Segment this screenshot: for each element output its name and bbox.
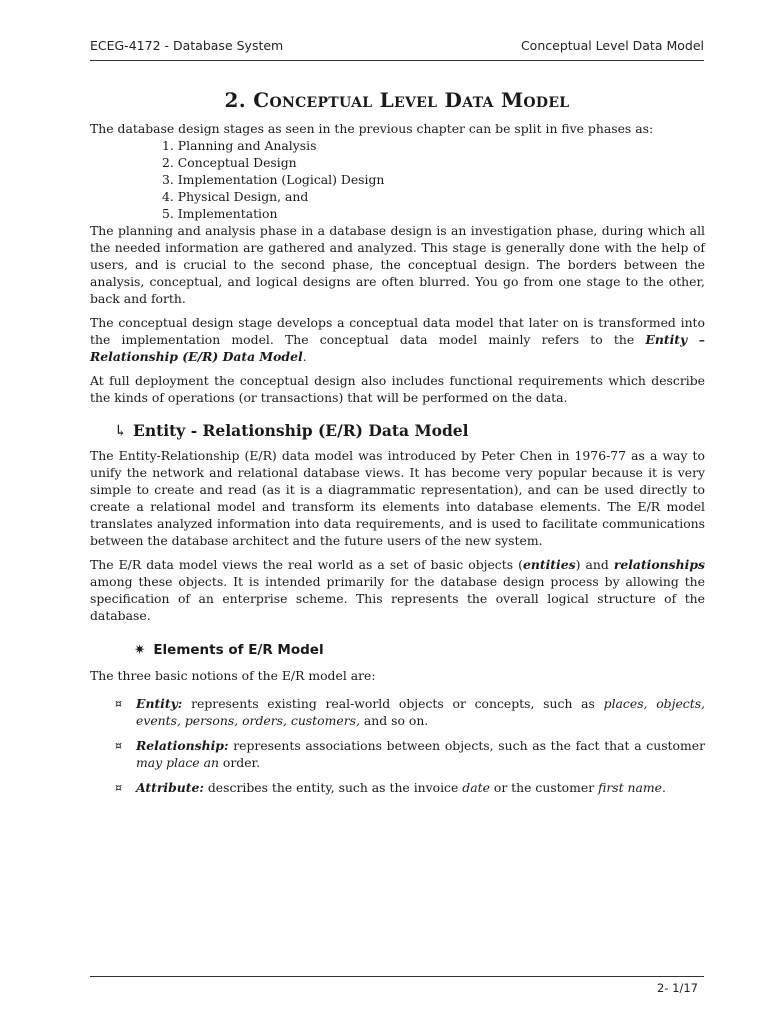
bullet-icon: ¤ [115,697,122,710]
elements-intro: The three basic notions of the E/R model are: [90,668,376,683]
planning-paragraph: The planning and analysis phase in a database design is an investigation phase, during which all the needed information are gathered and analyzed. This stage is generally done with the help of users, and is crucial to the second phase, the conceptual design. The borders between the analysis, conceptual, and logical designs are often blurred. You go from one stage to the other, back and forth. [90,223,705,306]
list-item: ¤ Attribute: describes the entity, such as the invoice date or the customer first name. [115,780,666,795]
section-heading: ↳ Entity - Relationship (E/R) Data Model [114,421,469,440]
subsection-heading: ✷ Elements of E/R Model [134,642,324,658]
bullet-icon: ¤ [115,739,122,752]
er-view-paragraph: The E/R data model views the real world as a set of basic objects (entities) and relationships among these objects. It is intended primarily for the database design process by allowing the specification of an enterprise scheme. This represents the overall logical structure of the database. [90,557,705,623]
content-body [90,120,705,804]
star-bullet-icon: ✷ [134,642,146,658]
conceptual-paragraph: The conceptual design stage develops a conceptual data model that later on is transformed into the implementation model. The conceptual data model mainly refers to the Entity – Relationship (E/R) Data Model. [90,315,705,364]
chapter-title: 2. Conceptual Level Data Model [224,88,570,112]
list-item: ¤ Relationship: represents associations between objects, such as the fact that a customer may place an order. [115,738,705,770]
list-item: 4. Physical Design, and [162,189,309,204]
list-item: 1. Planning and Analysis [162,138,317,153]
er-history-paragraph: The Entity-Relationship (E/R) data model was introduced by Peter Chen in 1976-77 as a way to unify the network and relational database views. It has become very popular because it is very simple to create and read (as it is a diagrammatic representation), and can be used directly to create a relational model and transform its elements into database elements. The E/R model translates analyzed information into data requirements, and is used to facilitate communications between the database architect and the future users of the new system. [90,448,705,548]
phase-list [90,137,705,222]
list-item: 2. Conceptual Design [162,155,297,170]
list-item: 3. Implementation (Logical) Design [162,172,385,187]
page-header [90,34,704,61]
intro-paragraph: The database design stages as seen in the previous chapter can be split in five phases as: [90,121,654,136]
list-item: ¤ Entity: represents existing real-world objects or concepts, such as places, objects, events, persons, orders, customers, and so on. [115,696,705,728]
er-model-emphasis: Entity – Relationship (E/R) Data Model [90,332,705,364]
header-course: ECEG-4172 - Database System [90,38,284,53]
list-item: 5. Implementation [162,206,278,221]
arrow-bullet-icon: ↳ [114,422,127,440]
elements-list [90,695,705,796]
page-number: 2- 1/17 [657,981,698,995]
header-chapter: Conceptual Level Data Model [520,38,704,53]
footer-rule [90,976,704,977]
deployment-paragraph: At full deployment the conceptual design also includes functional requirements which describe the kinds of operations (or transactions) that will be performed on the data. [90,373,705,405]
bullet-icon: ¤ [115,781,122,794]
